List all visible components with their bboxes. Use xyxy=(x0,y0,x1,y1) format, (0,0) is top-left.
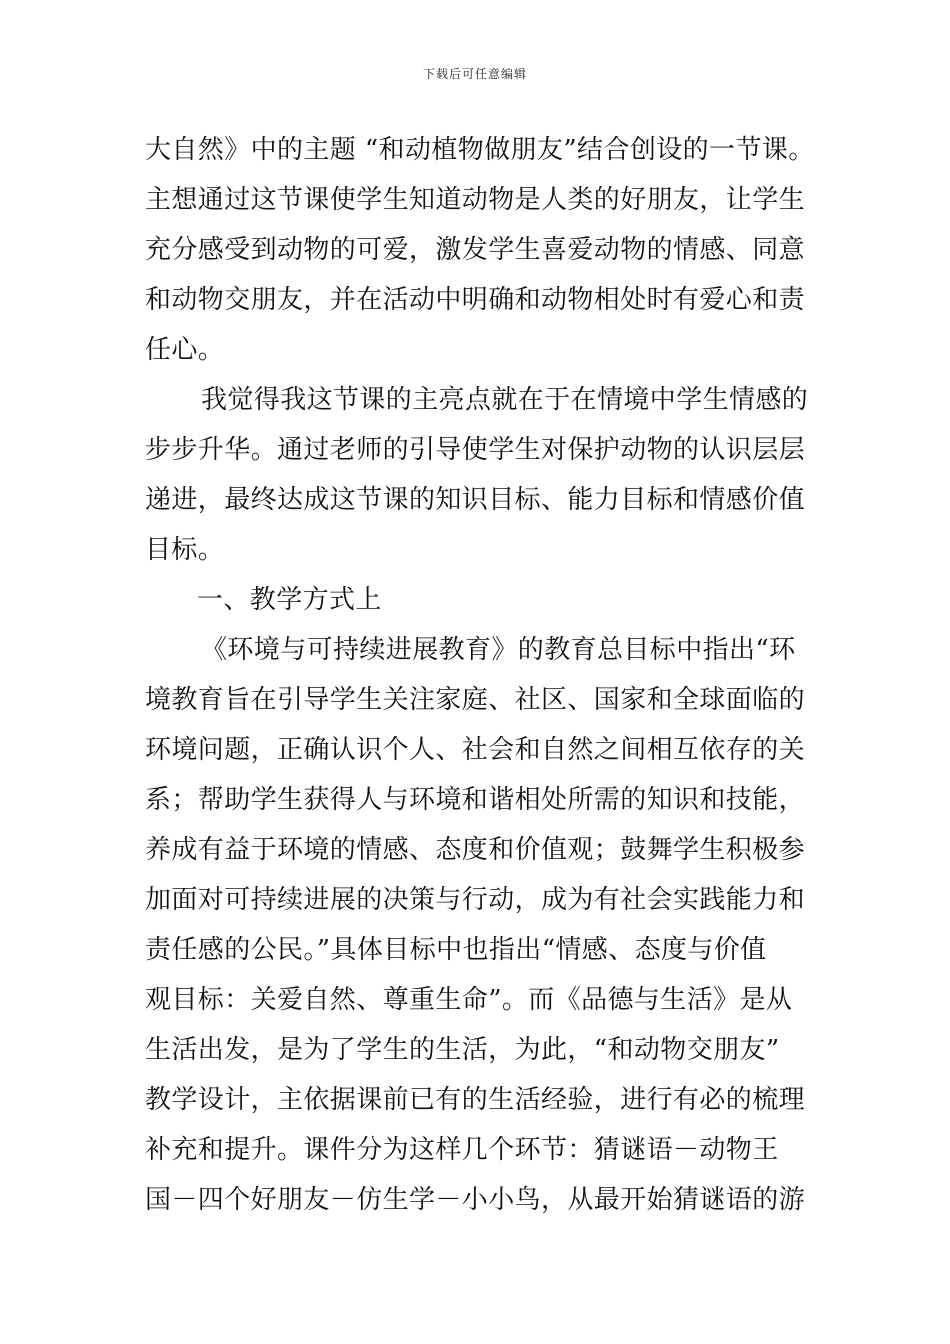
document-body xyxy=(145,125,835,1225)
paragraph-line: 生活出发，是为了学生的生活，为此，“和动物交朋友” xyxy=(145,1035,780,1065)
paragraph-line: 养成有益于环境的情感、态度和价值观；鼓舞学生积极参 xyxy=(145,835,806,865)
paragraph-line: 境教育旨在引导学生关注家庭、社区、国家和全球面临的 xyxy=(145,685,806,715)
paragraph-line: 加面对可持续进展的决策与行动，成为有社会实践能力和 xyxy=(145,885,806,915)
paragraph-line: 我觉得我这节课的主亮点就在于在情境中学生情感的 xyxy=(201,385,809,415)
paragraph-line: 国－四个好朋友－仿生学－小小鸟，从最开始猜谜语的游 xyxy=(145,1185,806,1215)
paragraph-line: 教学设计，主依据课前已有的生活经验，进行有必的梳理 xyxy=(145,1085,806,1115)
paragraph-line: 观目标：关爱自然、尊重生命”。而《品德与生活》是从 xyxy=(145,985,793,1015)
paragraph-line: 和动物交朋友，并在活动中明确和动物相处时有爱心和责 xyxy=(145,285,806,315)
paragraph-line: 充分感受到动物的可爱，激发学生喜爱动物的情感、同意 xyxy=(145,235,806,265)
paragraph-line: 责任感的公民。”具体目标中也指出“情感、态度与价值 xyxy=(145,935,767,965)
page-header: 下载后可任意编辑 xyxy=(422,67,527,81)
paragraph-line: 大自然》中的主题 “和动植物做朋友”结合创设的一节课。 xyxy=(145,135,815,165)
paragraph-line: 补充和提升。课件分为这样几个环节：猜谜语－动物王 xyxy=(145,1135,779,1165)
paragraph-line: 递进，最终达成这节课的知识目标、能力目标和情感价值 xyxy=(145,485,806,515)
paragraph-line: 环境问题，正确认识个人、社会和自然之间相互依存的关 xyxy=(145,735,806,765)
paragraph-line: 目标。 xyxy=(145,535,225,565)
paragraph-line: 主想通过这节课使学生知道动物是人类的好朋友，让学生 xyxy=(145,185,806,215)
paragraph-line: 步步升华。通过老师的引导使学生对保护动物的认识层层 xyxy=(145,435,806,465)
paragraph-line: 任心。 xyxy=(145,335,225,365)
section-heading: 一、教学方式上 xyxy=(197,585,382,615)
paragraph-line: 系；帮助学生获得人与环境和谐相处所需的知识和技能， xyxy=(145,785,806,815)
paragraph-line: 《环境与可持续进展教育》的教育总目标中指出“环 xyxy=(201,635,796,665)
